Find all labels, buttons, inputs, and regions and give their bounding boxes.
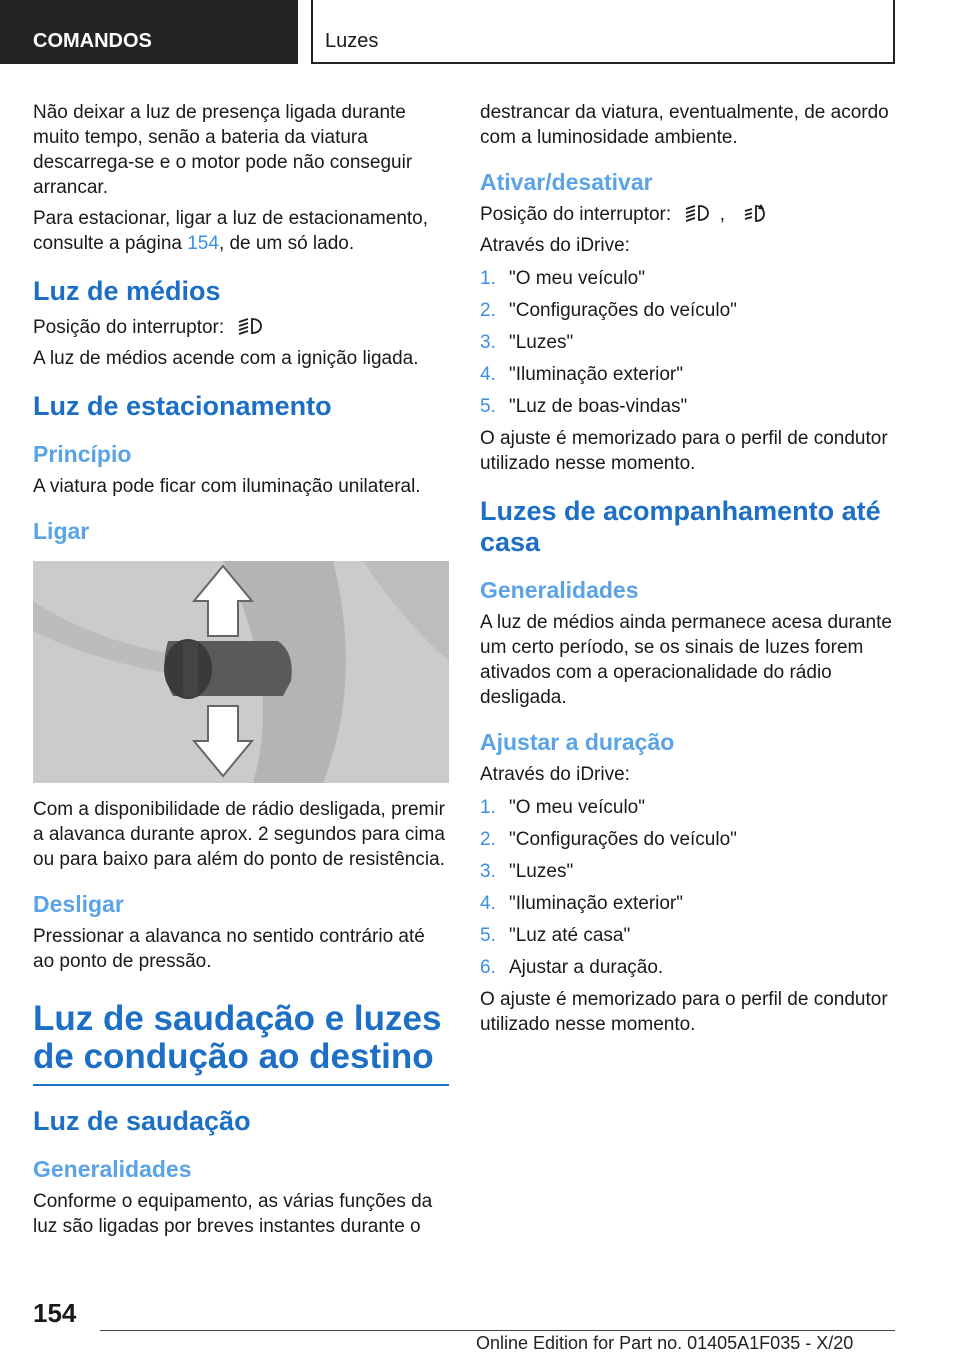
heading-general: Generalidades <box>33 1156 192 1182</box>
list-item: 5. "Luz de boas-vindas" <box>480 396 688 417</box>
list-item: 1. "O meu veículo" <box>480 797 645 818</box>
heading-general: Generalidades <box>480 577 639 603</box>
heading-low-beam: Luz de médios <box>33 276 221 306</box>
list-item: 3. "Luzes" <box>480 861 574 882</box>
parking-light-icon <box>742 203 768 223</box>
paragraph: Através do iDrive: <box>480 235 630 256</box>
heading-welcome-light: Luz de saudação <box>33 1106 251 1136</box>
paragraph: Pressionar a alavanca no sentido contrário até ao ponto de pressão. <box>33 926 425 972</box>
switch-position: Posição do interruptor: <box>33 315 449 340</box>
heading-parking-light: Luz de estacionamento <box>33 391 332 421</box>
list-item: 1. "O meu veículo" <box>480 268 645 289</box>
list-item: 6. Ajustar a duração. <box>480 957 664 978</box>
paragraph: A viatura pode ficar com iluminação unilateral. <box>33 476 421 497</box>
low-beam-icon <box>237 316 263 336</box>
paragraph: Para estacionar, ligar a luz de estacionamento, consulte a página 154, de um só lado. <box>33 208 429 254</box>
right-column <box>480 100 896 1043</box>
footer-edition: Online Edition for Part no. 01405A1F035 - X/20 <box>476 1333 854 1353</box>
paragraph: Com a disponibilidade de rádio desligada, premir a alavanca durante aprox. 2 segundos para cima ou para baixo para além do ponto de resistência. <box>33 799 445 870</box>
low-beam-icon <box>684 203 710 223</box>
section-tab: COMANDOS <box>0 0 298 64</box>
footer-divider <box>100 1330 895 1331</box>
page-link[interactable]: 154 <box>187 233 219 254</box>
heading-activate: Ativar/desativar <box>480 169 653 195</box>
heading-switch-on: Ligar <box>33 518 90 544</box>
paragraph: A luz de médios acende com a ignição ligada. <box>33 348 419 369</box>
list-item: 2. "Configurações do veículo" <box>480 829 737 850</box>
page-title: Luzes <box>311 0 895 64</box>
switch-position: Posição do interruptor: , <box>480 202 896 227</box>
paragraph: Não deixar a luz de presença ligada durante muito tempo, senão a bateria da viatura descarrega-se e o motor pode não conseguir arrancar. <box>33 102 413 198</box>
heading-switch-off: Desligar <box>33 891 124 917</box>
paragraph: O ajuste é memorizado para o perfil de condutor utilizado nesse momento. <box>480 428 888 474</box>
paragraph: Através do iDrive: <box>480 764 630 785</box>
heading-set-duration: Ajustar a duração <box>480 729 675 755</box>
lever-illustration <box>33 561 449 783</box>
menu-path-list <box>480 266 896 419</box>
list-item: 3. "Luzes" <box>480 332 574 353</box>
list-item: 4. "Iluminação exterior" <box>480 893 684 914</box>
left-column <box>33 100 449 1245</box>
list-item: 2. "Configurações do veículo" <box>480 300 737 321</box>
list-item: 4. "Iluminação exterior" <box>480 364 684 385</box>
paragraph: destrancar da viatura, eventualmente, de acordo com a luminosidade ambiente. <box>480 102 889 148</box>
heading-follow-me-home: Luzes de acompanhamento até casa <box>480 496 881 557</box>
paragraph: A luz de médios ainda permanece acesa durante um certo período, se os sinais de luzes forem ativados com a operacionalidade do rádio desligada. <box>480 612 892 708</box>
paragraph: O ajuste é memorizado para o perfil de condutor utilizado nesse momento. <box>480 989 888 1035</box>
page-number: 154 <box>33 1298 77 1328</box>
paragraph: Conforme o equipamento, as várias funções da luz são ligadas por breves instantes durante o <box>33 1191 433 1237</box>
list-item: 5. "Luz até casa" <box>480 925 631 946</box>
menu-path-list <box>480 795 896 980</box>
heading-welcome-lights: Luz de saudação e luzes de condução ao destino <box>33 1000 449 1086</box>
heading-principle: Princípio <box>33 441 132 467</box>
